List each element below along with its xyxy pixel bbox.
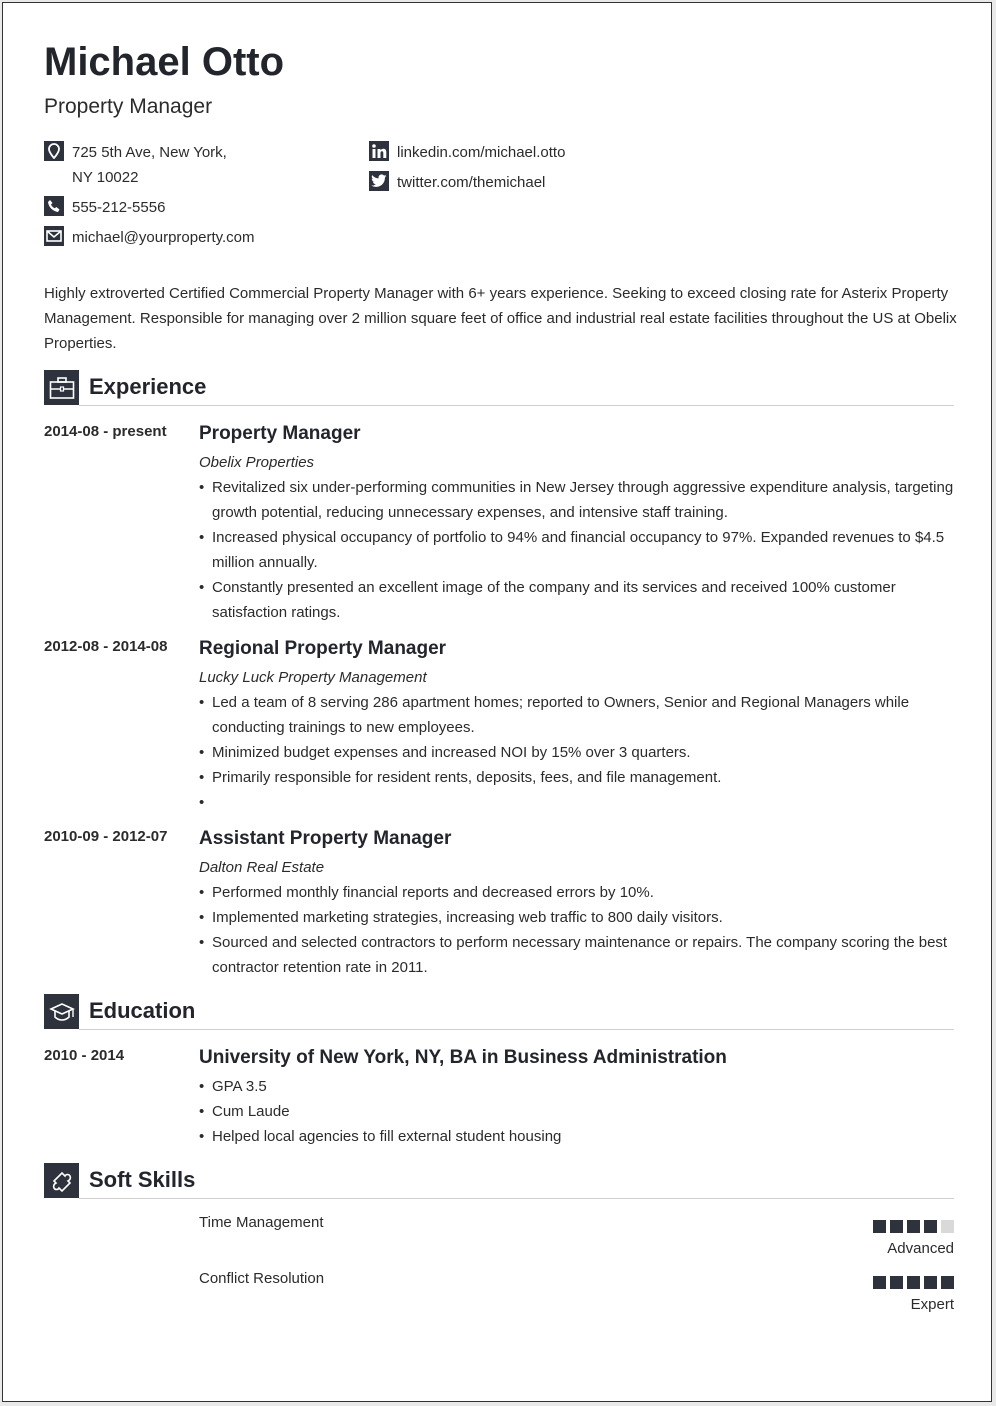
entry-date: 2010 - 2014 [44,1047,125,1064]
rating-square-filled [890,1220,903,1233]
rating-square-empty [941,1220,954,1233]
contact-email [44,225,255,250]
achievement-item: • Increased physical occupancy of portfolio to 94% and financial occupancy to 97%. Expanded revenues to $4.5 million annually. [199,525,956,575]
contact-address [44,140,227,190]
skills-section-header [44,1163,954,1199]
rating-square-filled [941,1276,954,1289]
rating-square-filled [924,1220,937,1233]
address-line-2: NY 10022 [72,169,139,186]
achievement-item: • Minimized budget expenses and increased NOI by 15% over 3 quarters. [199,740,956,765]
entry-date: 2010-09 - 2012-07 [44,828,168,845]
experience-entry [44,826,956,980]
twitter-icon [369,171,389,191]
experience-section-header [44,370,954,406]
rating-square-filled [924,1276,937,1289]
entry-date: 2014-08 - present [44,423,167,440]
employer-name: Obelix Properties [199,454,315,471]
achievement-item: • Primarily responsible for resident rents, deposits, fees, and file management. [199,765,956,790]
skill-rating [873,1220,954,1233]
experience-heading: Experience [89,374,207,399]
skill-level: Advanced [887,1240,954,1257]
rating-square-filled [907,1276,920,1289]
section-divider [79,1198,954,1199]
address-line-1: 725 5th Ave, New York, [72,144,227,161]
education-heading: Education [89,998,196,1023]
professional-summary: Highly extroverted Certified Commercial Property Manager with 6+ years experience. Seeking to exceed closing rate for Asterix Property Management. Responsible for managing over 2 million square feet of office and industrial real estate facilities throughout the US at Obelix Properties. [44,285,957,352]
linkedin-icon [369,141,389,161]
briefcase-icon [44,370,79,405]
entry-date: 2012-08 - 2014-08 [44,638,168,655]
experience-entry [44,636,956,815]
job-title: Assistant Property Manager [199,828,452,849]
education-details-list [199,1074,956,1149]
rating-square-filled [890,1276,903,1289]
education-section-header [44,994,954,1030]
degree-title: University of New York, NY, BA in Business Administration [199,1047,727,1068]
contact-twitter [369,170,545,195]
achievement-item: • Sourced and selected contractors to perform necessary maintenance or repairs. The company scoring the best contractor retention rate in 2011. [199,930,956,980]
achievement-item: • Performed monthly financial reports and decreased errors by 10%. [199,880,956,905]
achievement-item [199,790,956,815]
job-title: Regional Property Manager [199,638,447,659]
section-divider [79,1029,954,1030]
job-title: Property Manager [199,423,361,444]
twitter-handle[interactable]: twitter.com/themichael [397,174,546,191]
rating-square-filled [907,1220,920,1233]
skill-row [199,1269,954,1319]
phone-number[interactable]: 555-212-5556 [72,199,166,216]
education-detail: • Helped local agencies to fill external student housing [199,1124,956,1149]
achievement-item: • Led a team of 8 serving 286 apartment homes; reported to Owners, Senior and Regional Managers while conducting trainings to new employees. [199,690,956,740]
achievement-item: • Implemented marketing strategies, increasing web traffic to 800 daily visitors. [199,905,956,930]
resume-page [2,2,992,1402]
skill-rating [873,1276,954,1289]
graduation-cap-icon [44,994,79,1029]
achievement-list [199,475,956,625]
achievement-item: • Revitalized six under-performing communities in New Jersey through aggressive expenditure analysis, targeting growth potential, reducing unnecessary expenses, and intensive staff training. [199,475,956,525]
rating-square-filled [873,1276,886,1289]
skill-name: Conflict Resolution [199,1270,325,1287]
achievement-list [199,880,956,980]
education-entry [44,1045,956,1149]
skill-level: Expert [910,1296,954,1313]
phone-icon [44,196,64,216]
education-detail: • Cum Laude [199,1099,956,1124]
linkedin-url[interactable]: linkedin.com/michael.otto [397,144,566,161]
candidate-title: Property Manager [44,95,213,118]
employer-name: Dalton Real Estate [199,859,325,876]
employer-name: Lucky Luck Property Management [199,669,427,686]
contact-phone [44,195,165,220]
education-detail: • GPA 3.5 [199,1074,956,1099]
experience-entry [44,421,956,625]
skill-row [199,1213,954,1263]
puzzle-icon [44,1163,79,1198]
skill-name: Time Management [199,1214,324,1231]
location-pin-icon [44,141,64,161]
achievement-item: • Constantly presented an excellent image of the company and its services and received 100% customer satisfaction ratings. [199,575,956,625]
rating-square-filled [873,1220,886,1233]
section-divider [79,405,954,406]
skills-heading: Soft Skills [89,1167,196,1192]
candidate-name: Michael Otto [44,40,285,84]
contact-linkedin [369,140,565,165]
email-address[interactable]: michael@yourproperty.com [72,229,255,246]
mail-icon [44,226,64,246]
achievement-list [199,690,956,815]
